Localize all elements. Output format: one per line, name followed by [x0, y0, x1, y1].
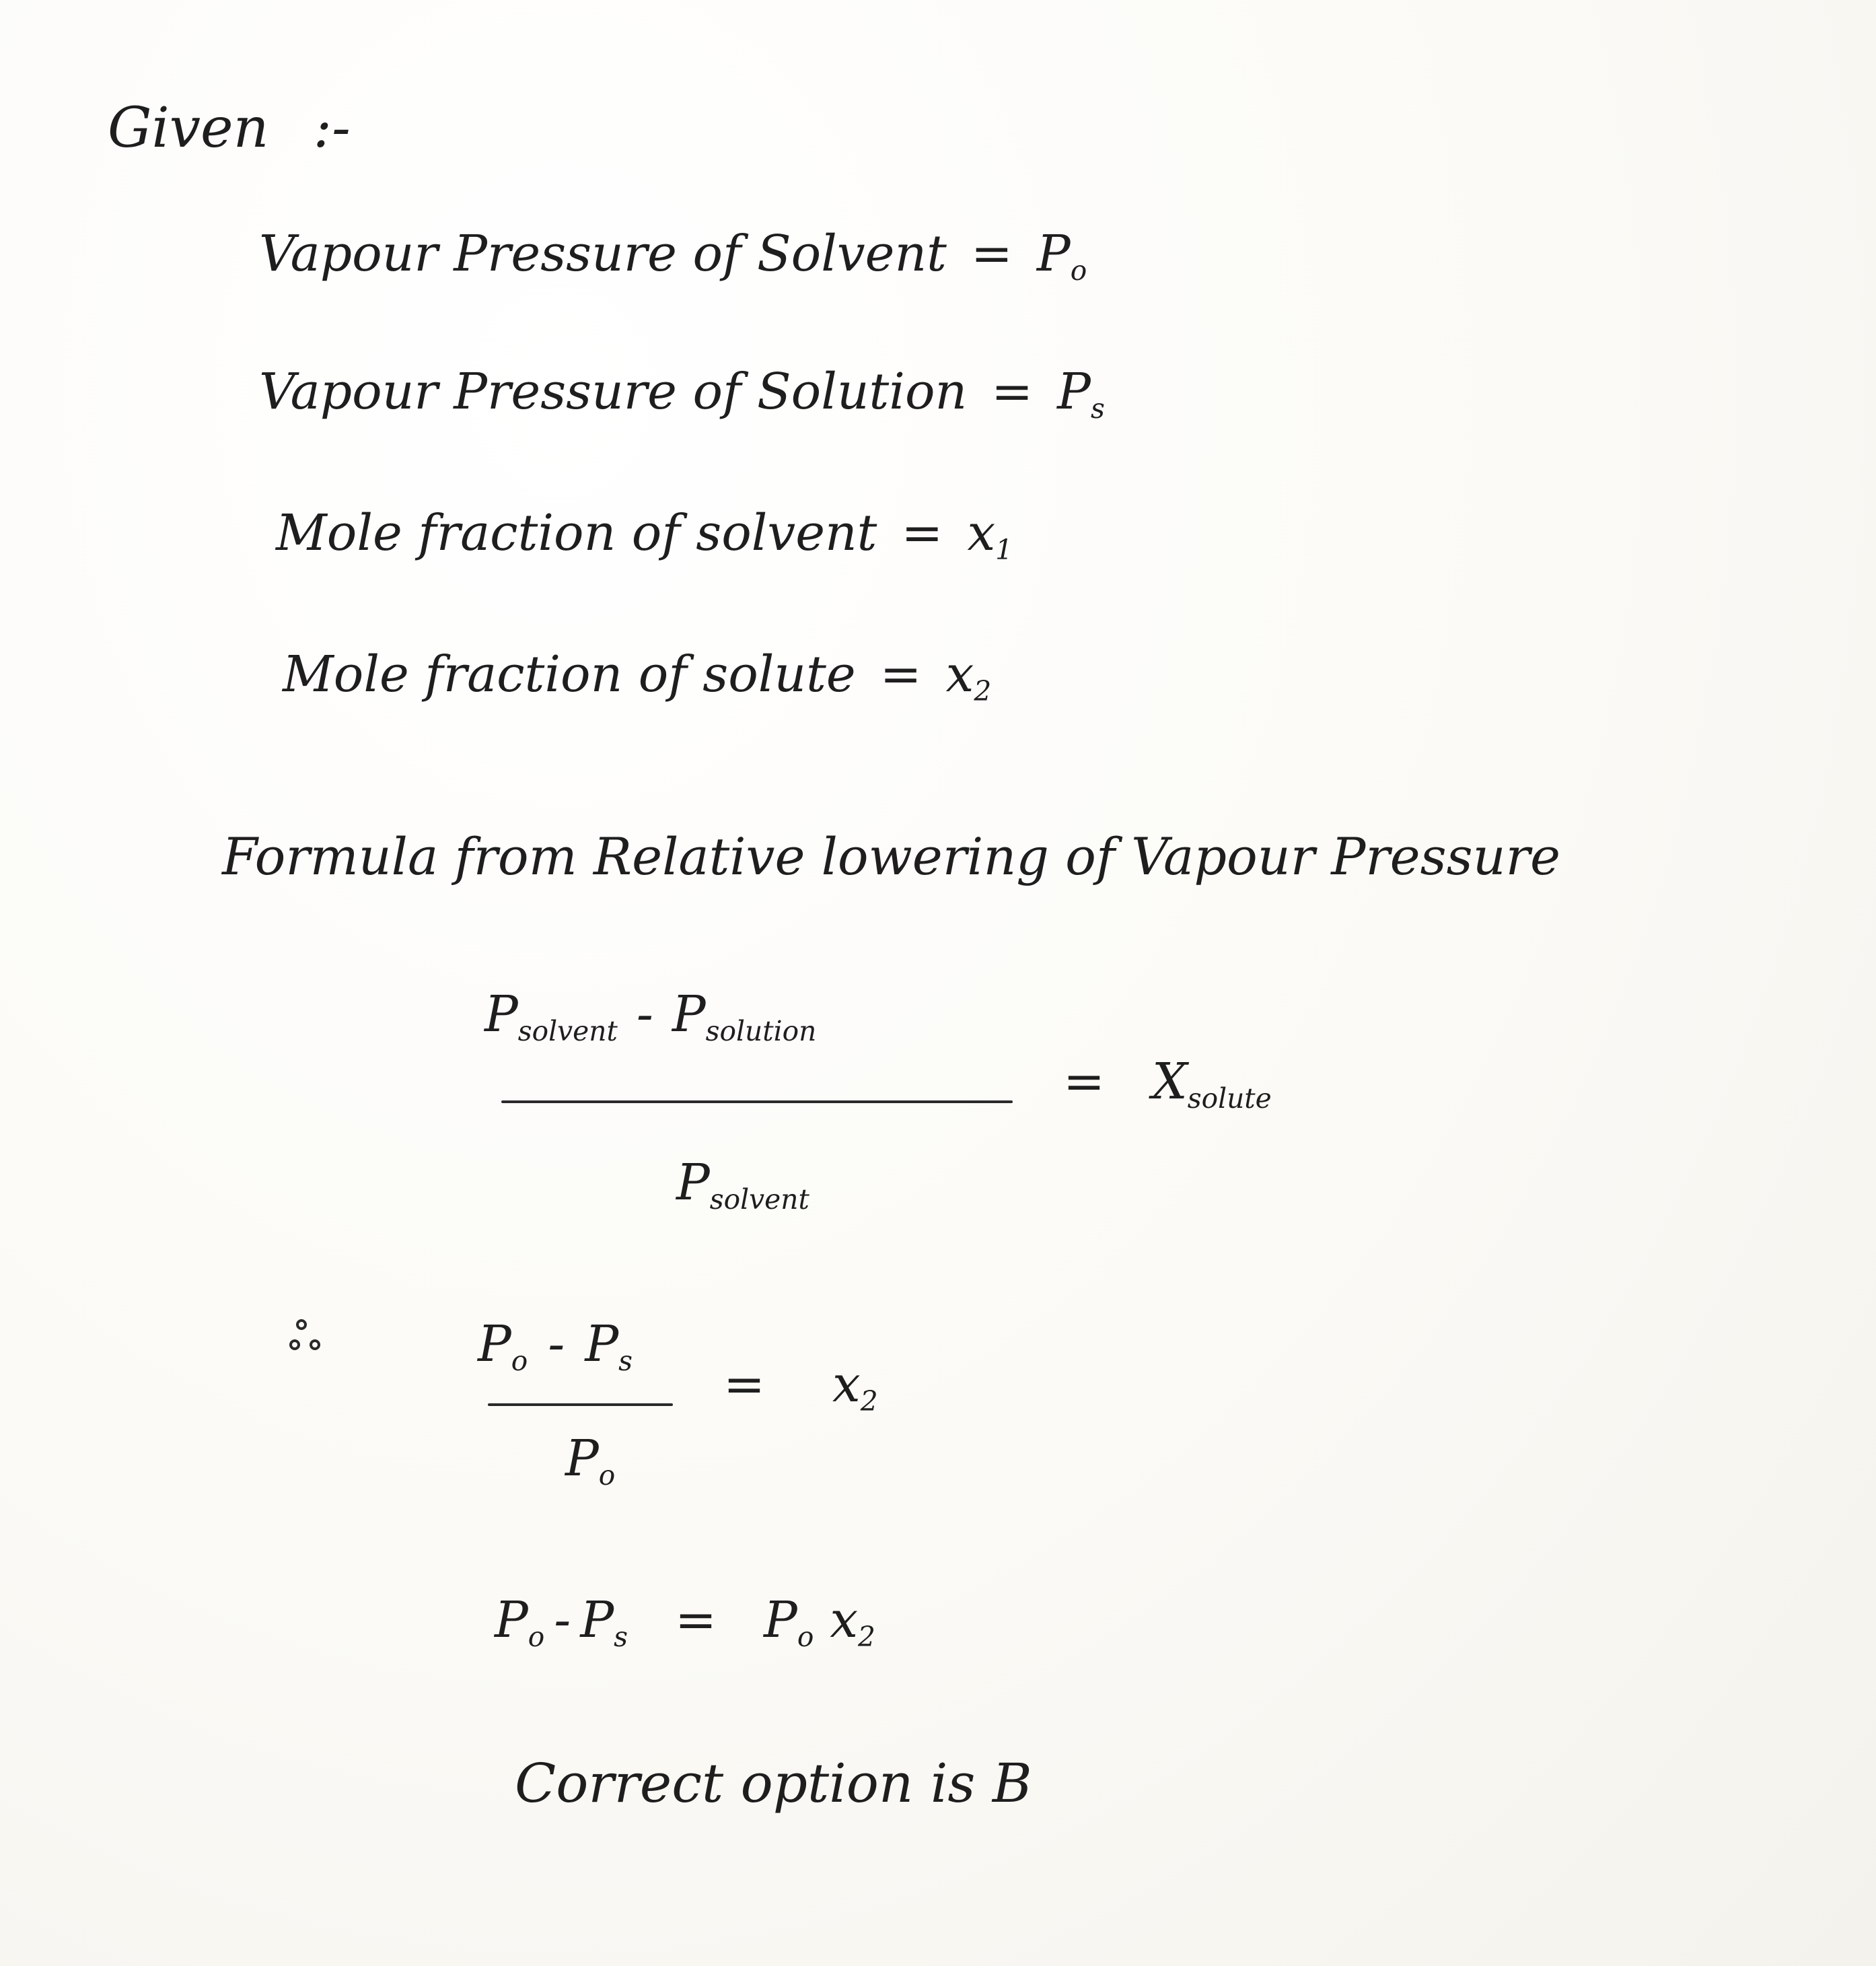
symbol-main: P — [1036, 225, 1071, 283]
given-label: Mole fraction of solvent — [276, 504, 877, 562]
p-o-sub: o — [528, 1621, 545, 1654]
given-line-solvent-mole-fraction — [276, 504, 1013, 567]
given-colon: :- — [313, 96, 351, 160]
x2-main: x — [830, 1591, 859, 1649]
p-o-sub: o — [511, 1345, 528, 1378]
equals-sign: = — [970, 225, 1013, 283]
step1-numerator — [478, 1315, 633, 1378]
p-o-sub: o — [797, 1621, 814, 1654]
equals-sign: = — [901, 504, 943, 562]
symbol-sub: s — [1090, 392, 1105, 425]
symbol-sub: o — [1070, 254, 1087, 287]
p-o-main: P — [495, 1591, 528, 1649]
p-solvent-sub: solvent — [709, 1183, 809, 1216]
formula-numerator — [484, 985, 817, 1048]
p-o-sub: o — [598, 1459, 616, 1492]
x2-sub: 2 — [860, 1385, 878, 1418]
p-s-main: P — [580, 1591, 614, 1649]
given-heading — [108, 96, 351, 160]
minus-sign: - — [636, 985, 653, 1043]
p-solvent-main: P — [676, 1154, 710, 1212]
minus-sign: - — [548, 1315, 565, 1373]
formula-heading: Formula from Relative lowering of Vapour Pressure — [222, 827, 1560, 886]
equals-sign: = — [991, 363, 1034, 421]
p-solvent-sub: solvent — [517, 1015, 618, 1048]
symbol-main: P — [1057, 363, 1091, 421]
p-s-sub: s — [618, 1345, 633, 1378]
p-solution-main: P — [672, 985, 706, 1043]
conclusion-text: Correct option is B — [515, 1752, 1032, 1815]
symbol-main: x — [945, 645, 974, 703]
p-solvent-main: P — [484, 985, 518, 1043]
equals-sign: = — [1063, 1053, 1106, 1111]
step1-rhs — [723, 1356, 878, 1418]
equals-sign: = — [675, 1591, 717, 1649]
p-o-main: P — [478, 1315, 511, 1373]
formula-denominator — [676, 1154, 809, 1216]
given-line-solvent-pressure — [259, 225, 1087, 287]
formula-fraction-bar — [501, 1100, 1013, 1103]
x2-main: x — [832, 1356, 861, 1413]
p-s-sub: s — [614, 1621, 628, 1654]
given-label: Vapour Pressure of Solvent — [259, 225, 947, 283]
step2-equation — [495, 1591, 875, 1654]
p-o-main: P — [565, 1430, 599, 1487]
x-solute-sub: solute — [1187, 1082, 1272, 1115]
given-label: Vapour Pressure of Solution — [259, 363, 968, 421]
given-word: Given — [108, 96, 269, 160]
x2-sub: 2 — [858, 1621, 875, 1654]
given-line-solute-mole-fraction — [283, 645, 992, 708]
minus-sign: - — [554, 1591, 571, 1649]
equals-sign: = — [879, 645, 922, 703]
formula-rhs — [1063, 1053, 1272, 1115]
equals-sign: = — [723, 1356, 766, 1413]
step1-denominator — [565, 1430, 616, 1492]
p-o-main: P — [764, 1591, 797, 1649]
therefore-icon — [289, 1319, 336, 1366]
symbol-sub: 2 — [974, 675, 992, 708]
x-solute-main: X — [1152, 1053, 1188, 1111]
given-label: Mole fraction of solute — [283, 645, 856, 703]
symbol-main: x — [967, 504, 996, 562]
symbol-sub: 1 — [995, 534, 1013, 567]
step1-fraction-bar — [488, 1403, 673, 1406]
p-s-main: P — [585, 1315, 619, 1373]
p-solution-sub: solution — [705, 1015, 817, 1048]
given-line-solution-pressure — [259, 363, 1105, 425]
